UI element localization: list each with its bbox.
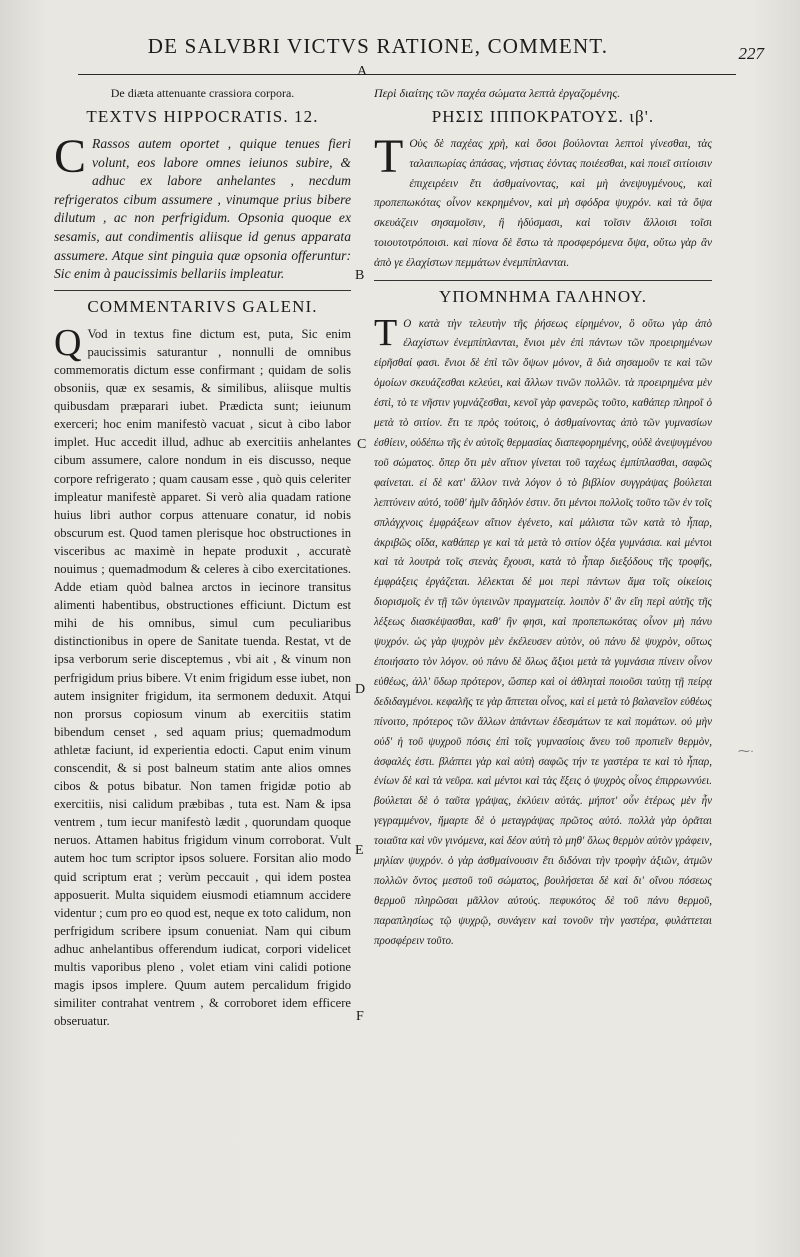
latin-commentary-dropcap: Q xyxy=(54,321,82,364)
greek-commentary-heading: ΥΠΟΜΝΗΜΑ ΓΑΛΗΝΟΥ. xyxy=(438,286,648,306)
greek-column xyxy=(374,82,712,952)
greek-text-dropcap: Τ xyxy=(374,130,404,183)
greek-text-body: Οὺς δὲ παχέας χρὴ, καὶ ὅσοι βούλονται λεπτοὶ γίνεσθαι, τὰς ταλαιπωρίας ἁπάσας, νήστιας ἐόντας ποιέεσθαι, καὶ ποιεῖ σιτίοισιν ἐπιχειρέειν ἔτι ἀσθμαίνοντας, καὶ μὴ ἀνεψυγμένους, καὶ προπεπωκότας οἶνον κεκρημένον, καὶ μὴ σφόδρα ψυχρόν. καὶ τὰ ὄψα σκευάζειν σησαμοῖσιν, ἢ ἡδύσμασι, καὶ τοῖσιν ἄλλοισι τοῖσι τοιουτοτρόποισι. καὶ πίονα δὲ ἔστω τὰ προσφερόμενα ὄψα, οὕτω γὰρ ἂν ἀπὸ γε ἐλαχίστων πεμμάτων ἐνεμπίπλανται. xyxy=(374,138,712,269)
side-marker-b: B xyxy=(355,268,365,283)
greek-text-paragraph xyxy=(374,130,712,274)
greek-commentary-dropcap: Τ xyxy=(374,311,398,354)
latin-commentary-paragraph xyxy=(54,321,351,1031)
latin-section-rule xyxy=(54,290,351,291)
latin-commentary-body: Vod in textus fine dictum est, puta, Sic enim paucissimis saturantur , nonnulli de omnibus commemoratis dictum esse confirmant ; quidam de solis obsoniis, quæ ex sesamis, & similibus, aliisque multis quibusdam præparari iubet. Prædicta sunt; ieiunum exerceri; hoc enim manifestò vacuat , sicut à cibo labor implet. Huc accedit illud, adhuc ab exercitiis anhelantes cibum assumere, calore nondum in eis discusso, neque corpore refrigerato ; quam causam esse , quò quis celeriter impleatur manifestè apparet. Si verò alia quadam ratione huius libri author corpus attenuare conatur, id nobis obscurum est. Quod tamen plerisque hoc obstructiones in visceribus ac maximè in hepate produxit , accuratè nouimus ; quemadmodum & celeres à cibo exercitationes. Adde etiam quòd balnea arctos in iecinore transitus alimenti habentibus, obstructiones efficiunt. Dictum est mihi de his omnibus, simul cum peculiaribus distinctionibus in opere de Sanitate tuenda. Restat, vt de ipsa verborum serie disceptemus , vbi ait , & vinum non perfrigidum prius bibere. Vt enim frigidum esse iubet, non autem insigniter frigidum, ita sermonem deduxit. Atqui non prorsus copiosum vinum ab exercitiis statim bibendum censet , sed aquam prius; quemadmodum athletæ faciunt, id experientia edocti. Caput enim vinum conscendit, & si post balneum statim ante alios omnes cibos & potus bibatur. Non tamen frigidæ potio ab exercitiis, nisi calidum præbibas , tuta est. Nam & ipsa ventrem , tum iecur manifestò lædit , quorundam quoque neruos. Attamen habitus frigidum vinum corroborat. Vult autem hoc tum scriptor ipsos soluere. Forsitan alio modo quid scriptum erat ; verùm peccauit , qui idem postea apposuerit. Multa siquidem eiusmodi etiamnum accidere videntur ; cum pro eo quod est, neque ex toto calidum, non perfrigidum scribere ipsum conueniat. Nam qui cibum adhuc anhelantibus offerendum iudicat, corpori videlicet multis vaporibus pleno , volet etiam vini calidi potione magis ipsos implere. Quum autem percalidum frigido similiter contrahat ventrem , & corroboret idem efficere obseruatur. xyxy=(54,326,351,1029)
side-marker-e: E xyxy=(355,843,364,858)
greek-commentary-paragraph xyxy=(374,311,712,952)
latin-text-body: Rassos autem oportet , quique tenues fieri volunt, eos labore omnes ieiunos subire, & adhuc ex labore anhelantes , necdum refrigeratos cibum assumere , vinumque prius bibere dilutum , ac non perfrigidum. Opsonia quoque ex sesamis, aut condimentis aliisque id genus apparata assumere. Atque sint pinguia quæ opsonia offeruntur: Sic enim à paucissimis bellariis impleatur. xyxy=(54,136,351,282)
latin-text-dropcap: C xyxy=(54,130,87,183)
side-marker-a: A xyxy=(357,64,368,79)
page-number: 227 xyxy=(738,44,764,63)
margin-ink-mark: ⁓· xyxy=(738,744,754,758)
running-head: DE SALVBRI VICTVS RATIONE, COMMENT. xyxy=(147,34,609,58)
greek-section-rule xyxy=(374,280,712,281)
header-rule xyxy=(78,74,736,75)
latin-text-heading: TEXTVS HIPPOCRATIS. 12. xyxy=(86,107,319,126)
greek-subtitle: Περὶ διαίτης τῶν παχέα σώματα λεπτὰ ἐργαζομένης. xyxy=(374,86,621,100)
greek-commentary-body: Ο κατὰ τὴν τελευτὴν τῆς ῥήσεως εἰρημένον, ὃ οὕτω γὰρ ἀπὸ ἐλαχίστων ἐνεμπίπλανται, ἔνιοι μὲν ἐπὶ πάντων τῶν προειρημένων εἰρῆσθαί φασι. ἔνιοι δὲ ἐπὶ τῶν ὄψων μόνον, ἃ διὰ σησαμοῦν τε καὶ τῶν ὁμοίων σκευάζεσθαι κελεύει, καὶ ἄλλων τινῶν πολλῶν. τὰ προειρημένα μὲν ἐστὶ, τὸ τε νῆστιν γυμνάζεσθαι, κενοῖ γὰρ φανερῶς τοῦτο, καθάπερ πληροῖ ὁ μετὰ τὸ σιτίον. ἔτι τε πρὸς τούτοις, ὁ ἀσθμαίνοντας ἀπὸ τῶν γυμνασίων ἐσθίειν, οὐδέπω τῆς ἐν αὐτοῖς θερμασίας διαπεφορημένης, οὐδὲ ἀνεψυγμένου τοῦ σώματος. ὅπερ ὅτι μὲν αἴτιον γίνεται τοῦ ταχέως ἐμπίπλασθαι, σαφῶς φαίνεται. εἰ δὲ κατ' ἄλλον τινὰ λόγον ὁ τὸ βιβλίον συγγράψας βούλεται λεπτύνειν αὐτό, τοῦθ' ἡμῖν ἄδηλόν ἐστιν. ὅτι μέντοι πολλοῖς τοῦτο τῶν ἐν τοῖς σπλάγχνοις ἐμφράξεων αἴτιον ἐγένετο, καὶ μάλιστα τῶν κατὰ τὸ ἧπαρ, ἀκριβῶς οἴδα, καθάπερ γε καὶ τὰ μετὰ τὸ σιτίον ὀξέα γυμνάσια. καὶ μέντοι καὶ τὰ λουτρὰ τοῖς στενὰς ἔχουσι, κατὰ τὸ ἧπαρ διεξόδους τῆς τροφῆς, ἐμφράξεις ἐργάζεται. λέλεκται δέ μοι περὶ πάντων ἅμα τοῖς οἰκείοις διορισμοῖς ἐν τῇ τῶν ὑγιεινῶν πραγματείᾳ. λοιπὸν δ' ἂν εἴη περὶ αὐτῆς τῆς λέξεως διασκέψασθαι, καθ' ἣν φησι, καὶ προπεπωκότας οἶνον μὴ πάνυ ψυχρόν. ὡς γὰρ ψυχρὸν μὲν ἐκέλευσεν αὐτὸν, οὐ πάνυ δὲ ψυχρὸν, οὕτως ἐποιήσατο τὸν λόγον. οὐ πάνυ δὲ ὅλως ἄξιοι μετὰ τὰ γυμνάσια πίνειν οἶνον εὐθέως, ἀλλ' ὕδωρ πρότερον, ὥσπερ καὶ οἱ ἀθληταὶ ποιοῦσι ταύτῃ τῇ πείρᾳ δεδιδαγμένοι. κεφαλῆς τε γὰρ ἅπτεται οἶνος, καὶ εἰ μετὰ τὸ βαλανεῖον εὐθέως πίνοιτο, πρότερος τῶν ἄλλων ἁπάντων ἐδεσμάτων τε καὶ πομάτων. οὐ μὴν οὐδ' ἡ τοῦ ψυχροῦ πόσις ἐπὶ τοῖς γυμνασίοις ἄνευ τοῦ προπιεῖν θερμὸν, ἀσφαλές ἐστι. βλάπτει γὰρ καὶ αὐτὴ σαφῶς τήν τε γαστέρα τε καὶ τὸ ἧπαρ, ἐνίων δὲ καὶ τὰ νεῦρα. καὶ μέντοι καὶ τὰς ἕξεις ὁ ψυχρὸς οἶνος ἐπιρρωννύει. βούλεται δὲ ὁ ταῦτα γράψας, ἐκλύειν αὐτάς. μήποτ' οὖν ἑτέρως μὲν ἦν γεγραμμένον, ἥμαρτε δὲ ὁ μεταγράψας πρῶτος αὐτό. πολλὰ γὰρ ὁρᾶται τοιαῦτα καὶ νῦν γινόμενα, καὶ δέον αὐτὴ τὸ μηθ' ὅλως θερμὸν αὐτὸν γράφειν, μηλίαν ψυχρόν. ὁ γὰρ ἀσθμαίνουσιν ἔτι διδόναι τὴν τροφὴν ἀξιῶν, ἀτμῶν πολλῶν ὄντος μεστοῦ τοῦ σώματος, βουλήσεται δὲ καὶ δι' οἴνου πόσεως θερμοῦ πληρῶσαι μᾶλλον αὐτούς. πεφυκότος δὲ τοῦ πάνυ θερμοῦ, παραπλησίως τῷ ψυχρῷ, συνάγειν καὶ τονοῦν τὴν γαστέρα, φυλάττεται προσφέρειν τοῦτο. xyxy=(374,317,712,947)
latin-column xyxy=(54,82,351,1030)
latin-commentary-heading: COMMENTARIVS GALENI. xyxy=(87,296,318,316)
latin-text-paragraph xyxy=(54,130,351,284)
latin-subtitle: De diæta attenuante crassiora corpora. xyxy=(110,86,295,100)
greek-text-heading: ΡΗΣΙΣ ΙΠΠΟΚΡΑΤΟΥΣ. ιβ'. xyxy=(431,107,655,126)
side-marker-c: C xyxy=(357,437,367,452)
side-marker-f: F xyxy=(356,1009,364,1024)
side-marker-d: D xyxy=(355,682,366,697)
